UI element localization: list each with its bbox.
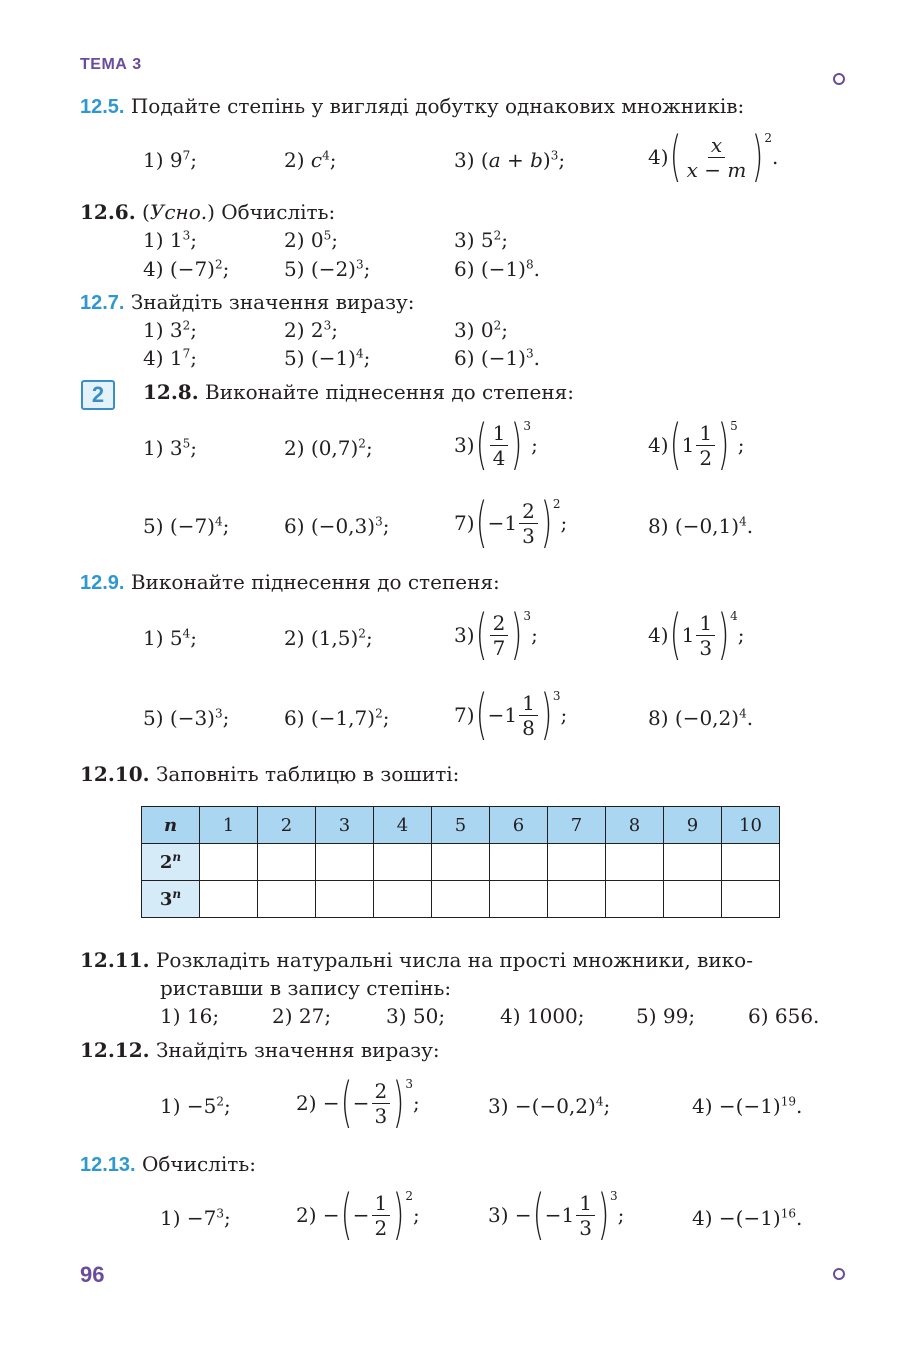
table-row [142, 844, 780, 881]
problem-12-8-item-8: 8) $(-0,1)^4$. [648, 514, 754, 538]
problem-12-8-title: 12.8. Виконайте піднесення до степеня: [143, 380, 575, 404]
problem-12-13-title: 12.13. Обчисліть: [80, 1152, 256, 1176]
problem-12-13-item-1: $1) -7^3$; [160, 1206, 231, 1230]
table-cell [316, 881, 374, 918]
problem-12-5-item-2: 2) $c^4$; [284, 148, 337, 172]
table-cell [606, 844, 664, 881]
problem-12-9-item-1: 1) $5^4$; [143, 626, 197, 650]
problem-12-6-item-2: 2) $0^5$; [284, 228, 338, 252]
table-row-header: 3$^n$ [142, 881, 200, 918]
problem-12-8-item-7: 7) ( −1 $\frac{2}{3}$ ) 2 ; [454, 491, 568, 554]
powers-table [141, 806, 780, 918]
problem-12-9-item-3: 3) ( $\frac{2}{7}$ ) 3 ; [454, 603, 538, 666]
problem-12-8-item-4: 4) ( 1 $\frac{1}{2}$ ) 5 ; [648, 413, 745, 476]
table-col-header: 1 [200, 807, 258, 844]
problem-12-5-item-4: 4) ( $\frac{x}{x - m}$ ) 2 . [648, 125, 779, 188]
header-rule [150, 70, 850, 90]
problem-12-9-title: 12.9. Виконайте піднесення до степеня: [80, 570, 500, 594]
problem-12-11-item-3: 3) 50; [386, 1004, 446, 1028]
problem-12-7-item-1: 1) $3^2$; [143, 318, 197, 342]
table-row [142, 881, 780, 918]
problem-12-11-item-4: 4) 1000; [500, 1004, 585, 1028]
problem-12-9-item-4: 4) ( 1 $\frac{1}{3}$ ) 4 ; [648, 603, 745, 666]
problem-12-6-item-3: 3) $5^2$; [454, 228, 508, 252]
topic-header: ТЕМА 3 [80, 56, 142, 73]
table-col-header: 9 [664, 807, 722, 844]
problem-12-13-item-3: 3) − ( −1 $\frac{1}{3}$ ) 3 ; [488, 1183, 625, 1246]
table-col-header: 8 [606, 807, 664, 844]
table-cell [200, 844, 258, 881]
problem-12-9-item-7: 7) ( −1 $\frac{1}{8}$ ) 3 ; [454, 683, 568, 746]
problem-12-13-item-2: 2) − ( − $\frac{1}{2}$ ) 2 ; [296, 1183, 420, 1246]
difficulty-level-badge: 2 [81, 380, 115, 410]
problem-12-11-title: 12.11. Розкладіть натуральні числа на прості множники, вико- [80, 948, 753, 972]
table-cell [258, 844, 316, 881]
problem-12-11-line-2: риставши в запису степінь: [160, 976, 452, 1000]
problem-12-9-item-5: 5) $(-3)^3$; [143, 706, 230, 730]
problem-12-11-item-6: 6) 656. [748, 1004, 820, 1028]
table-cell [490, 844, 548, 881]
table-cell [316, 844, 374, 881]
problem-12-7-item-3: 3) $0^2$; [454, 318, 508, 342]
table-cell [432, 881, 490, 918]
problem-12-7-item-2: 2) $2^3$; [284, 318, 338, 342]
table-cell [374, 844, 432, 881]
problem-12-6-title: 12.6. (Усно.) Обчисліть: [80, 200, 336, 224]
table-row-header: 2$^n$ [142, 844, 200, 881]
table-col-header: 3 [316, 807, 374, 844]
problem-12-9-item-2: 2) $(1,5)^2$; [284, 626, 373, 650]
table-cell [548, 881, 606, 918]
table-cell [722, 844, 780, 881]
problem-12-8-item-2: 2) $(0,7)^2$; [284, 436, 373, 460]
table-cell [490, 881, 548, 918]
problem-12-12-title: 12.12. Знайдіть значення виразу: [80, 1038, 440, 1062]
table-cell [548, 844, 606, 881]
problem-12-7-item-6: 6) $(-1)^3$. [454, 346, 540, 370]
problem-12-9-item-6: 6) $(-1,7)^2$; [284, 706, 390, 730]
problem-12-11-item-2: 2) 27; [272, 1004, 332, 1028]
problem-12-12-item-2: 2) − ( − $\frac{2}{3}$ ) 3 ; [296, 1071, 420, 1134]
table-cell [722, 881, 780, 918]
problem-12-11-item-1: 1) 16; [160, 1004, 220, 1028]
table-cell [200, 881, 258, 918]
problem-12-5-item-3: 3) $(a + b)^3$; [454, 148, 566, 172]
footer-rule [150, 1265, 850, 1285]
problem-12-11-item-5: 5) 99; [636, 1004, 696, 1028]
problem-12-13-item-4: $4) -(-1)^{16}$. [692, 1206, 803, 1230]
table-col-header: 6 [490, 807, 548, 844]
problem-12-7-item-5: 5) $(-1)^4$; [284, 346, 371, 370]
problem-12-6-item-6: 6) $(-1)^8$. [454, 257, 540, 281]
problem-12-6-item-1: 1) $1^3$; [143, 228, 197, 252]
problem-12-6-item-4: 4) $(-7)^2$; [143, 257, 230, 281]
problem-12-5-item-1: 1) $9^7$; [143, 148, 197, 172]
problem-12-8-item-1: 1) $3^5$; [143, 436, 197, 460]
table-col-header: 10 [722, 807, 780, 844]
table-cell [258, 881, 316, 918]
page-number: 96 [80, 1262, 105, 1287]
problem-12-8-item-6: 6) $(-0,3)^3$; [284, 514, 390, 538]
table-cell [664, 844, 722, 881]
problem-12-10-title: 12.10. Заповніть таблицю в зошиті: [80, 762, 460, 786]
problem-12-5-title: 12.5. Подайте степінь у вигляді добутку однакових множників: [80, 94, 745, 118]
problem-12-6-item-5: 5) $(-2)^3$; [284, 257, 371, 281]
table-cell [374, 881, 432, 918]
table-col-header: 4 [374, 807, 432, 844]
table-col-header: 7 [548, 807, 606, 844]
table-cell [606, 881, 664, 918]
table-cell [432, 844, 490, 881]
table-col-header: 2 [258, 807, 316, 844]
problem-12-9-item-8: 8) $(-0,2)^4$. [648, 706, 754, 730]
table-corner-cell: n [142, 807, 200, 844]
table-col-header: 5 [432, 807, 490, 844]
problem-12-8-item-3: 3) ( $\frac{1}{4}$ ) 3 ; [454, 413, 538, 476]
problem-12-12-item-1: $1) -5^2$; [160, 1094, 231, 1118]
problem-12-8-item-5: 5) $(-7)^4$; [143, 514, 230, 538]
problem-12-7-item-4: 4) $1^7$; [143, 346, 197, 370]
problem-12-12-item-4: $4) -(-1)^{19}$. [692, 1094, 803, 1118]
table-header-row [142, 807, 780, 844]
problem-12-7-title: 12.7. Знайдіть значення виразу: [80, 290, 415, 314]
table-cell [664, 881, 722, 918]
problem-12-12-item-3: $3) -(-0,2)^4$; [488, 1094, 611, 1118]
